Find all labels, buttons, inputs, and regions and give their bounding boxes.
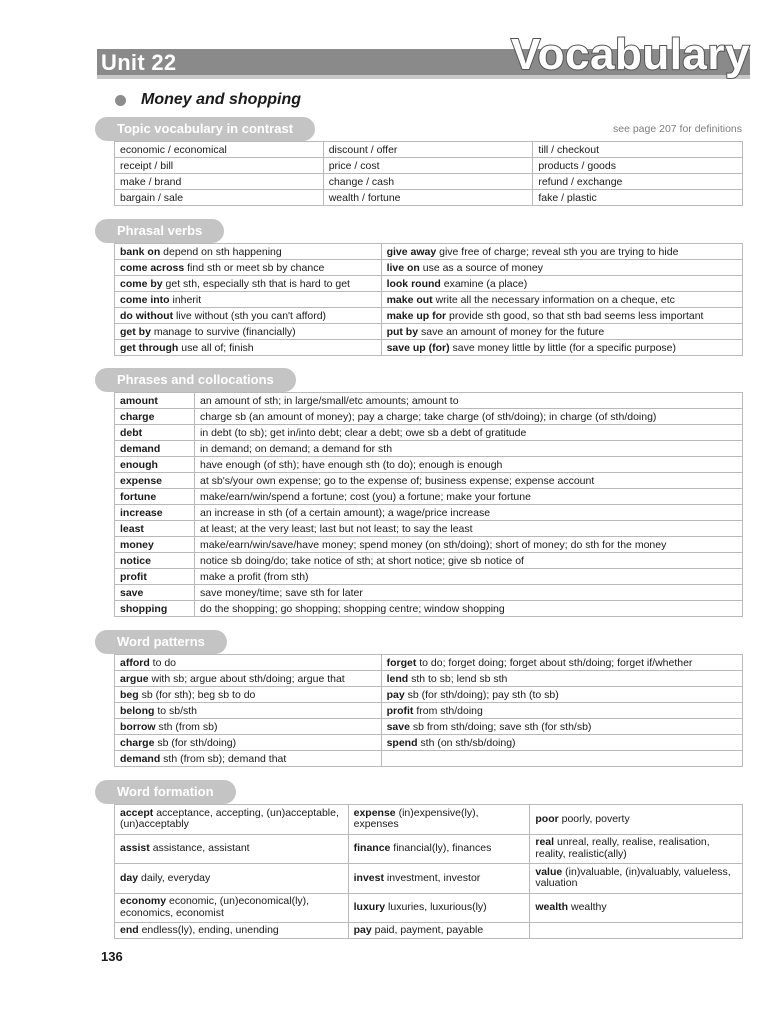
table-row [115, 457, 743, 473]
collocations-cell: save money/time; save sth for later [195, 585, 743, 601]
table-row [115, 864, 743, 894]
section-tab-phrases-collocations: Phrases and collocations [95, 368, 296, 392]
see-page-note: see page 207 for definitions [612, 123, 742, 135]
headword-cell: money [115, 537, 195, 553]
entry-definition: economic, (un)economical(ly), economics, economist [120, 895, 310, 919]
entry-cell [530, 923, 743, 939]
entry-definition: live without (sth you can't afford) [173, 309, 327, 322]
entry-cell [381, 292, 742, 308]
entry-cell [115, 324, 382, 340]
section-tab-word-formation: Word formation [95, 780, 236, 804]
entry-definition: use as a source of money [419, 261, 543, 274]
entry-cell [381, 276, 742, 292]
entry-definition: endless(ly), ending, unending [138, 923, 279, 936]
table-row [115, 489, 743, 505]
collocations-cell: an amount of sth; in large/small/etc amounts; amount to [195, 393, 743, 409]
entry-cell [115, 735, 382, 751]
entry-word: charge [120, 736, 155, 749]
entry-definition: sb (for sth/doing); pay sth (to sb) [404, 688, 559, 701]
vocab-pair-cell: wealth / fortune [323, 190, 533, 206]
entry-definition: use all of; finish [178, 341, 254, 354]
topic-vocabulary-table [114, 141, 743, 206]
entry-word: save up (for) [386, 341, 450, 354]
entry-word: do without [120, 309, 174, 322]
entry-word: accept [120, 806, 154, 819]
collocations-cell: an increase in sth (of a certain amount); a wage/price increase [195, 505, 743, 521]
entry-cell [381, 719, 742, 735]
table-row [115, 719, 743, 735]
entry-cell [115, 687, 382, 703]
entry-definition: give free of charge; reveal sth you are trying to hide [436, 245, 679, 258]
section-tab-word-patterns: Word patterns [95, 630, 227, 654]
headword-cell: profit [115, 569, 195, 585]
table-row [115, 735, 743, 751]
entry-cell [115, 703, 382, 719]
entry-definition: assistance, assistant [149, 842, 250, 854]
entry-cell [381, 244, 742, 260]
table-row [115, 190, 743, 206]
entry-definition: write all the necessary information on a cheque, etc [432, 293, 675, 306]
entry-word: expense [353, 806, 396, 819]
entry-word: live on [386, 261, 420, 274]
entry-word: beg [120, 688, 139, 701]
collocations-cell: in demand; on demand; a demand for sth [195, 441, 743, 457]
vocab-pair-cell: discount / offer [323, 142, 533, 158]
vocab-pair-cell: make / brand [115, 174, 324, 190]
headword-cell: charge [115, 409, 195, 425]
entry-word: real [535, 836, 555, 849]
entry-word: put by [386, 325, 419, 338]
entry-cell [348, 834, 530, 864]
collocations-cell: in debt (to sb); get in/into debt; clear a debt; owe sb a debt of gratitude [195, 425, 743, 441]
table-row [115, 687, 743, 703]
entry-definition: sth (from sb); demand that [160, 752, 287, 765]
table-row [115, 393, 743, 409]
entry-word: pay [353, 923, 372, 936]
entry-word: end [120, 923, 139, 936]
table-row [115, 585, 743, 601]
entry-definition: examine (a place) [440, 277, 528, 290]
entry-word: invest [353, 871, 384, 884]
entry-definition: sth to sb; lend sb sth [408, 672, 508, 685]
entry-definition: from sth/doing [413, 704, 483, 717]
vocab-pair-cell: change / cash [323, 174, 533, 190]
collocations-cell: at sb's/your own expense; go to the expense of; business expense; expense account [195, 473, 743, 489]
entry-word: forget [386, 656, 417, 669]
entry-cell [115, 292, 382, 308]
entry-definition: acceptance, accepting, (un)acceptable, (un)acceptably [120, 806, 339, 831]
entry-definition: unreal, really, realise, realisation, reality, realistic(ally) [535, 836, 710, 860]
entry-word: come across [120, 261, 185, 274]
headword-cell: notice [115, 553, 195, 569]
entry-definition: daily, everyday [138, 871, 211, 884]
section-tab-topic-vocabulary: Topic vocabulary in contrast [95, 117, 315, 141]
entry-cell [115, 834, 349, 864]
headword-cell: demand [115, 441, 195, 457]
entry-cell [530, 864, 743, 894]
table-row [115, 308, 743, 324]
table-row [115, 601, 743, 617]
entry-word: borrow [120, 720, 156, 733]
entry-word: demand [120, 752, 161, 765]
entry-cell [115, 276, 382, 292]
entry-definition: sb (for sth); beg sb to do [138, 688, 256, 701]
entry-word: value [535, 865, 563, 878]
entry-word: poor [535, 812, 559, 825]
entry-cell [115, 308, 382, 324]
headword-cell: save [115, 585, 195, 601]
table-row [115, 340, 743, 356]
entry-definition: sb from sth/doing; save sth (for sth/sb) [409, 720, 592, 733]
unit-header [97, 30, 750, 90]
table-row [115, 569, 743, 585]
table-row [115, 834, 743, 864]
entry-word: day [120, 871, 139, 884]
table-row [115, 441, 743, 457]
entry-word: spend [386, 736, 418, 749]
entry-word: make up for [386, 309, 447, 322]
vocab-pair-cell: refund / exchange [533, 174, 743, 190]
entry-definition: (in)expensive(ly), expenses [353, 806, 479, 831]
entry-cell [381, 751, 742, 767]
collocations-cell: at least; at the very least; last but not least; to say the least [195, 521, 743, 537]
table-row [115, 923, 743, 939]
entry-word: come by [120, 277, 163, 290]
entry-definition: save an amount of money for the future [418, 325, 605, 338]
vocab-pair-cell: economic / economical [115, 142, 324, 158]
phrases-collocations-table [114, 392, 743, 617]
entry-definition: sth (on sth/sb/doing) [417, 736, 516, 749]
entry-definition: sth (from sb) [155, 720, 218, 733]
entry-definition: investment, investor [383, 871, 481, 884]
page-title: Vocabulary [511, 30, 750, 79]
word-formation-table [114, 804, 743, 939]
table-row [115, 276, 743, 292]
entry-word: get by [120, 325, 151, 338]
entry-cell [115, 864, 349, 894]
entry-word: save [386, 720, 410, 733]
entry-word: bank on [120, 245, 161, 258]
entry-cell [381, 671, 742, 687]
entry-definition: to do [149, 656, 177, 669]
entry-definition: to sb/sth [154, 704, 198, 717]
entry-cell [115, 923, 349, 939]
entry-definition: (in)valuable, (in)valuably, valueless, valuation [535, 865, 731, 890]
table-row [115, 671, 743, 687]
entry-cell [348, 893, 530, 923]
entry-definition: to do; forget doing; forget about sth/doing; forget if/whether [416, 656, 693, 669]
entry-cell [115, 244, 382, 260]
entry-word: assist [120, 842, 150, 854]
entry-cell [381, 735, 742, 751]
entry-cell [115, 340, 382, 356]
entry-cell [115, 260, 382, 276]
table-row [115, 537, 743, 553]
table-row [115, 425, 743, 441]
entry-word: get through [120, 341, 179, 354]
headword-cell: increase [115, 505, 195, 521]
entry-cell [381, 308, 742, 324]
headword-cell: least [115, 521, 195, 537]
headword-cell: expense [115, 473, 195, 489]
entry-definition: depend on sth happening [160, 245, 282, 258]
entry-word: belong [120, 704, 155, 717]
entry-definition: paid, payment, payable [371, 923, 484, 936]
entry-definition: manage to survive (financially) [150, 325, 296, 338]
entry-word: luxury [353, 901, 386, 913]
entry-definition: save money little by little (for a specific purpose) [449, 341, 677, 354]
entry-definition: inherit [169, 293, 202, 306]
table-row [115, 174, 743, 190]
entry-cell [381, 340, 742, 356]
entry-cell [115, 751, 382, 767]
collocations-cell: charge sb (an amount of money); pay a charge; take charge (of sth/doing); in charge (of sth/doing) [195, 409, 743, 425]
table-row [115, 158, 743, 174]
table-row [115, 805, 743, 835]
entry-word: make out [386, 293, 433, 306]
entry-cell [381, 655, 742, 671]
table-row [115, 655, 743, 671]
entry-word: look round [386, 277, 441, 290]
entry-word: come into [120, 293, 170, 306]
entry-word: argue [120, 672, 149, 685]
table-row [115, 751, 743, 767]
vocab-pair-cell: fake / plastic [533, 190, 743, 206]
entry-word: economy [120, 895, 167, 908]
headword-cell: amount [115, 393, 195, 409]
headword-cell: enough [115, 457, 195, 473]
entry-word: profit [386, 704, 414, 717]
headword-cell: shopping [115, 601, 195, 617]
entry-definition: financial(ly), finances [390, 842, 492, 854]
entry-cell [530, 834, 743, 864]
entry-cell [381, 687, 742, 703]
word-patterns-table [114, 654, 743, 767]
table-row [115, 473, 743, 489]
vocab-pair-cell: bargain / sale [115, 190, 324, 206]
entry-cell [530, 805, 743, 835]
entry-cell [381, 260, 742, 276]
collocations-cell: make/earn/win/spend a fortune; cost (you) a fortune; make your fortune [195, 489, 743, 505]
phrasal-verbs-table [114, 243, 743, 356]
entry-definition: poorly, poverty [558, 812, 630, 825]
entry-cell [381, 324, 742, 340]
bullet-icon [115, 95, 126, 106]
entry-cell [115, 655, 382, 671]
table-row [115, 324, 743, 340]
table-row [115, 521, 743, 537]
entry-word: lend [386, 672, 409, 685]
table-row [115, 260, 743, 276]
collocations-cell: do the shopping; go shopping; shopping centre; window shopping [195, 601, 743, 617]
entry-word: afford [120, 656, 150, 669]
topic-title: Money and shopping [141, 91, 301, 108]
section-tab-phrasal-verbs: Phrasal verbs [95, 219, 224, 243]
entry-cell [348, 864, 530, 894]
entry-word: pay [386, 688, 405, 701]
vocab-pair-cell: products / goods [533, 158, 743, 174]
collocations-cell: make/earn/win/save/have money; spend money (on sth/doing); short of money; do sth for the money [195, 537, 743, 553]
entry-cell [348, 923, 530, 939]
table-row [115, 409, 743, 425]
headword-cell: debt [115, 425, 195, 441]
table-row [115, 893, 743, 923]
collocations-cell: make a profit (from sth) [195, 569, 743, 585]
entry-definition: wealthy [568, 901, 607, 913]
table-row [115, 553, 743, 569]
entry-definition: with sb; argue about sth/doing; argue that [148, 672, 345, 685]
entry-word: give away [386, 245, 437, 258]
unit-label: Unit 22 [101, 50, 177, 75]
table-row [115, 505, 743, 521]
entry-definition: provide sth good, so that sth bad seems less important [446, 309, 704, 322]
topic-heading [115, 91, 301, 109]
collocations-cell: have enough (of sth); have enough sth (to do); enough is enough [195, 457, 743, 473]
vocab-pair-cell: till / checkout [533, 142, 743, 158]
collocations-cell: notice sb doing/do; take notice of sth; at short notice; give sb notice of [195, 553, 743, 569]
headword-cell: fortune [115, 489, 195, 505]
entry-cell [115, 719, 382, 735]
entry-cell [530, 893, 743, 923]
entry-definition: get sth, especially sth that is hard to get [162, 277, 350, 290]
entry-cell [381, 703, 742, 719]
page-number: 136 [101, 949, 123, 964]
entry-cell [115, 805, 349, 835]
table-row [115, 142, 743, 158]
entry-cell [115, 671, 382, 687]
table-row [115, 244, 743, 260]
table-row [115, 292, 743, 308]
vocab-pair-cell: price / cost [323, 158, 533, 174]
table-row [115, 703, 743, 719]
entry-definition: luxuries, luxurious(ly) [385, 901, 487, 913]
entry-cell [348, 805, 530, 835]
vocab-pair-cell: receipt / bill [115, 158, 324, 174]
entry-word: wealth [535, 901, 569, 913]
entry-cell [115, 893, 349, 923]
entry-definition: find sth or meet sb by chance [184, 261, 325, 274]
entry-definition: sb (for sth/doing) [154, 736, 237, 749]
entry-word: finance [353, 842, 391, 854]
